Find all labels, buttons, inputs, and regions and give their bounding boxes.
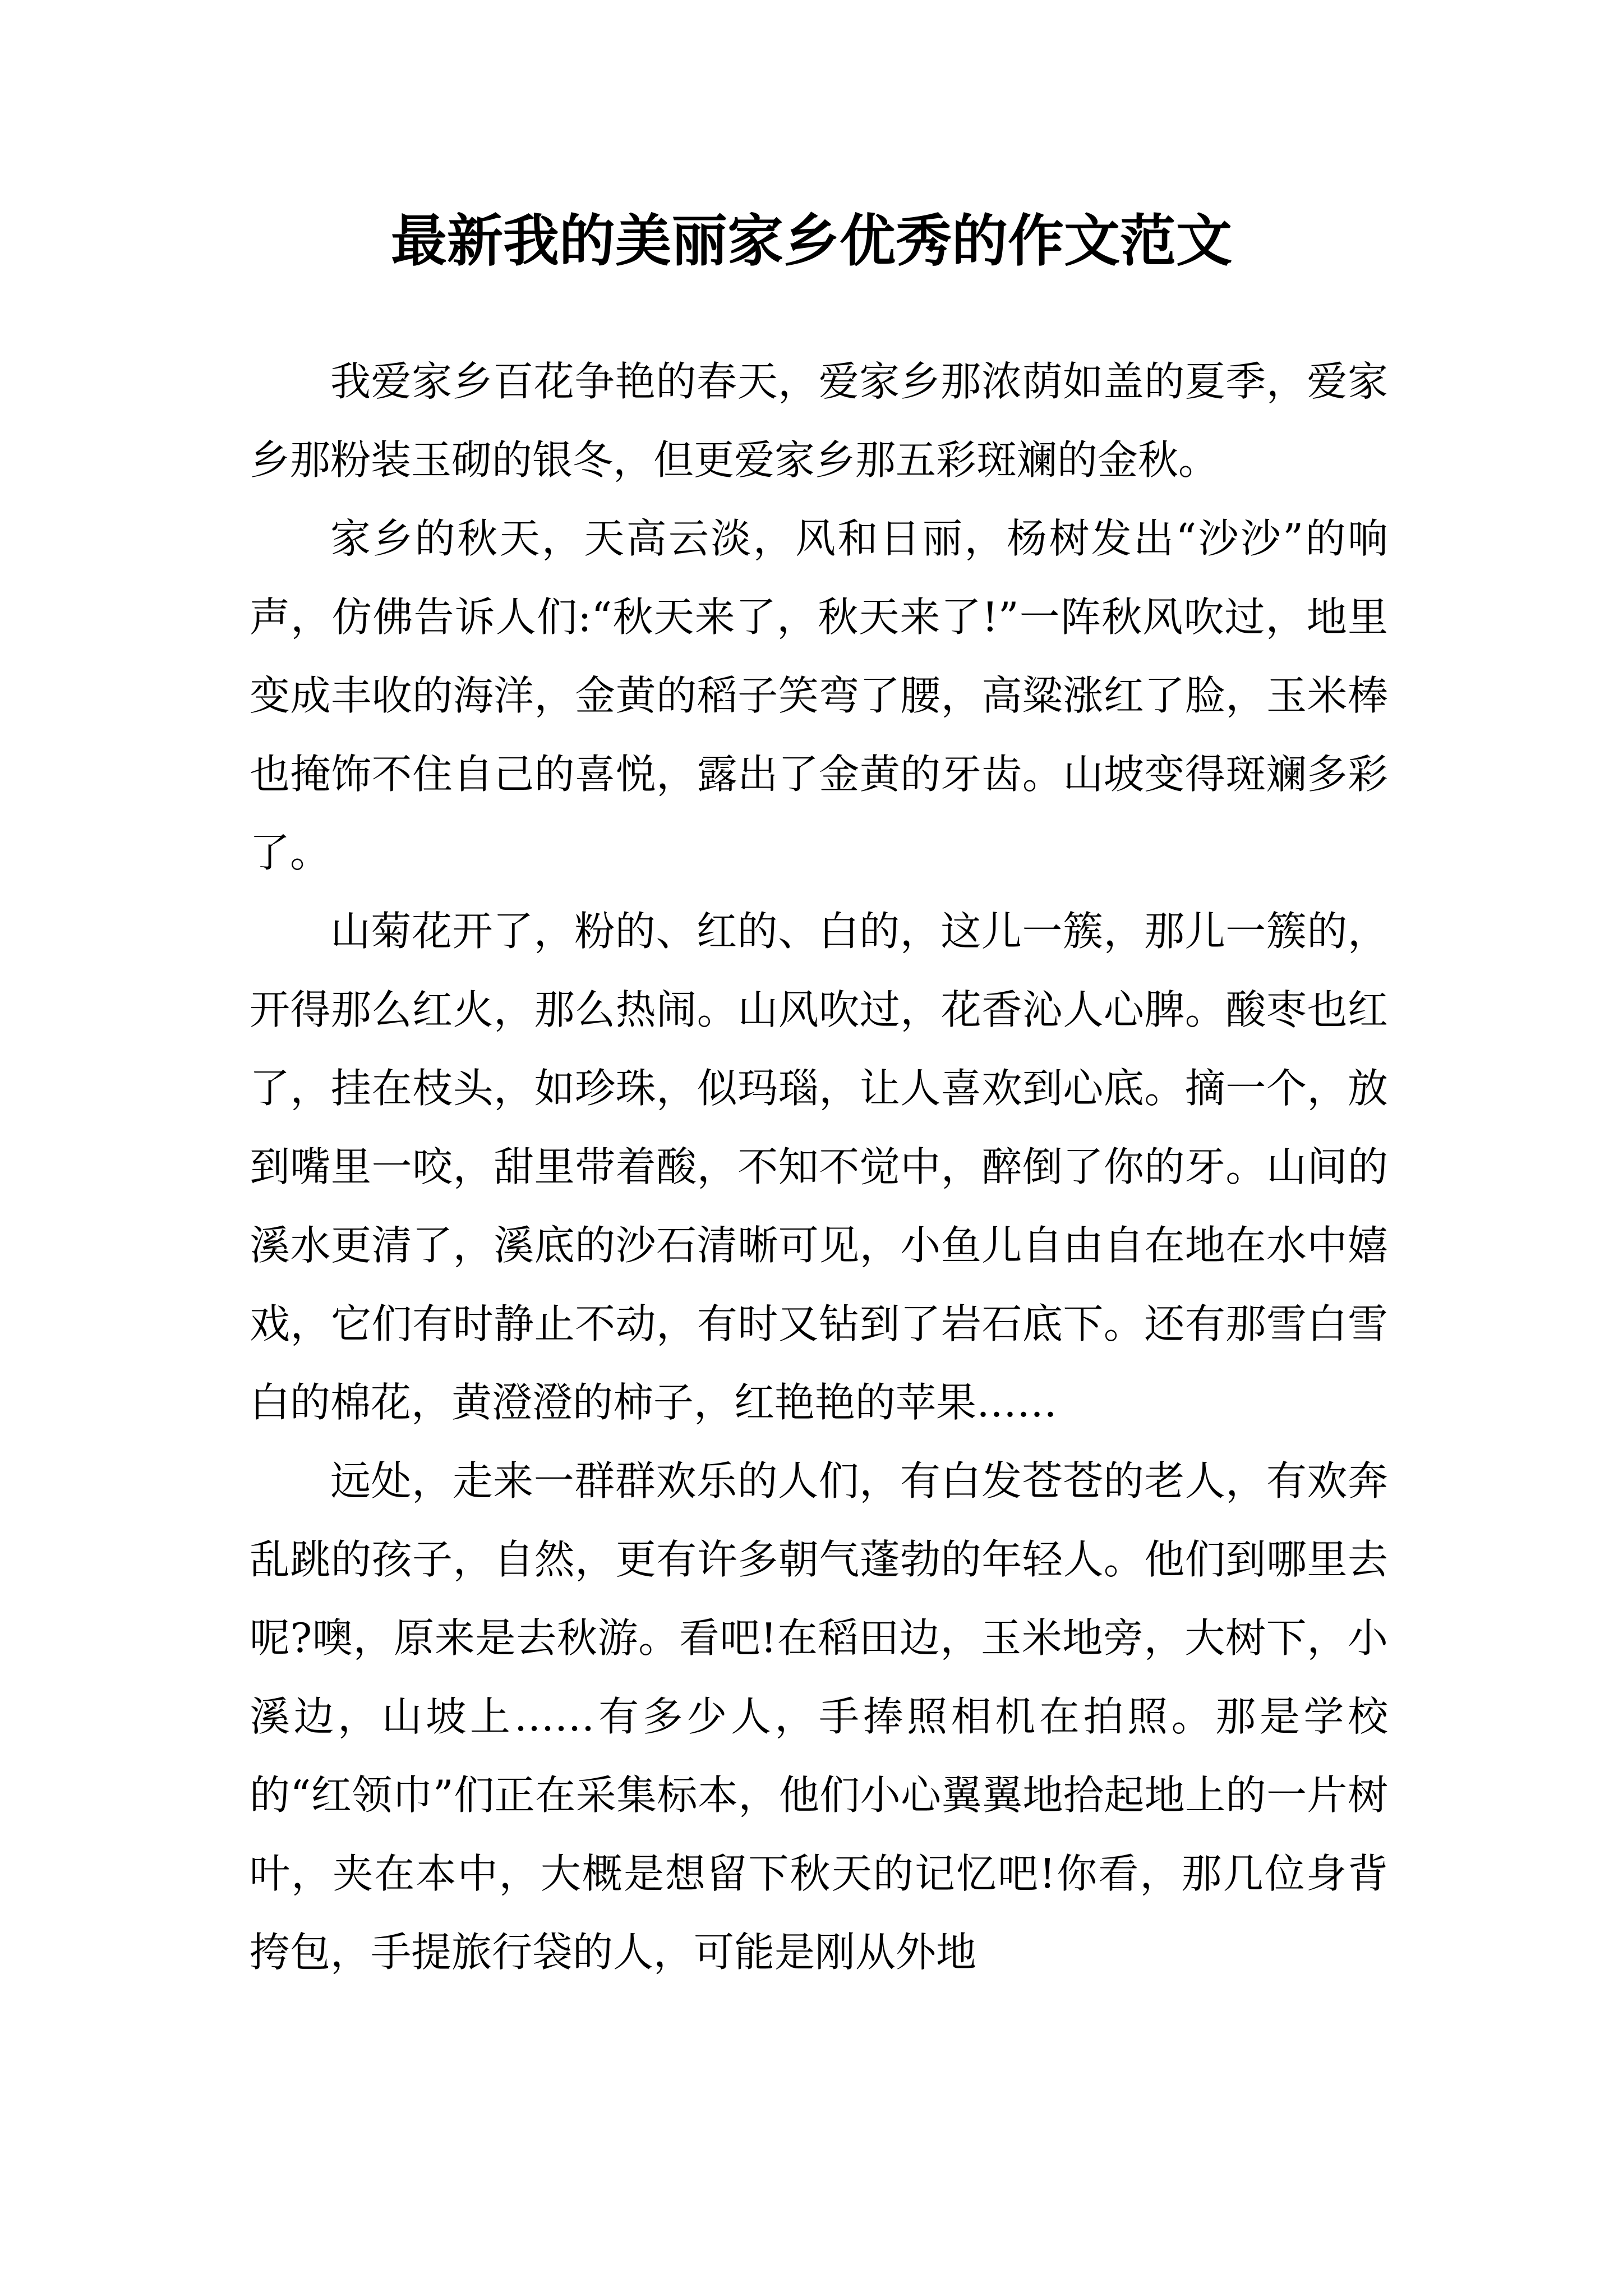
document-title: 最新我的美丽家乡优秀的作文范文 [391,208,1232,274]
paragraph-2: 家乡的秋天，天高云淡，风和日丽，杨树发出“沙沙”的响声，仿佛告诉人们:“秋天来了，秋天来了!”一阵秋风吹过，地里变成丰收的海洋，金黄的稻子笑弯了腰，高粱涨红了脸，玉米棒也掩饰不住自己的喜悦，露出了金黄的牙齿。山坡变得斑斓多彩了。 [250,515,1388,876]
document-body [250,342,1388,1991]
paragraph-1: 我爱家乡百花争艳的春天，爱家乡那浓荫如盖的夏季，爱家乡那粉装玉砌的银冬，但更爱家乡那五彩斑斓的金秋。 [250,358,1388,484]
paragraph-4: 远处，走来一群群欢乐的人们，有白发苍苍的老人，有欢奔乱跳的孩子，自然，更有许多朝气蓬勃的年轻人。他们到哪里去呢?噢，原来是去秋游。看吧!在稻田边，玉米地旁，大树下，小溪边，山坡上……有多少人，手捧照相机在拍照。那是学校的“红领巾”们正在采集标本，他们小心翼翼地拾起地上的一片树叶，夹在本中，大概是想留下秋天的记忆吧!你看，那几位身背挎包，手提旅行袋的人，可能是刚从外地 [250,1457,1388,1976]
paragraph-3: 山菊花开了，粉的、红的、白的，这儿一簇，那儿一簇的，开得那么红火，那么热闹。山风吹过，花香沁人心脾。酸枣也红了，挂在枝头，如珍珠，似玛瑙，让人喜欢到心底。摘一个，放到嘴里一咬，甜里带着酸，不知不觉中，醉倒了你的牙。山间的溪水更清了，溪底的沙石清晰可见，小鱼儿自由自在地在水中嬉戏，它们有时静止不动，有时又钻到了岩石底下。还有那雪白雪白的棉花，黄澄澄的柿子，红艳艳的苹果…… [250,908,1388,1426]
